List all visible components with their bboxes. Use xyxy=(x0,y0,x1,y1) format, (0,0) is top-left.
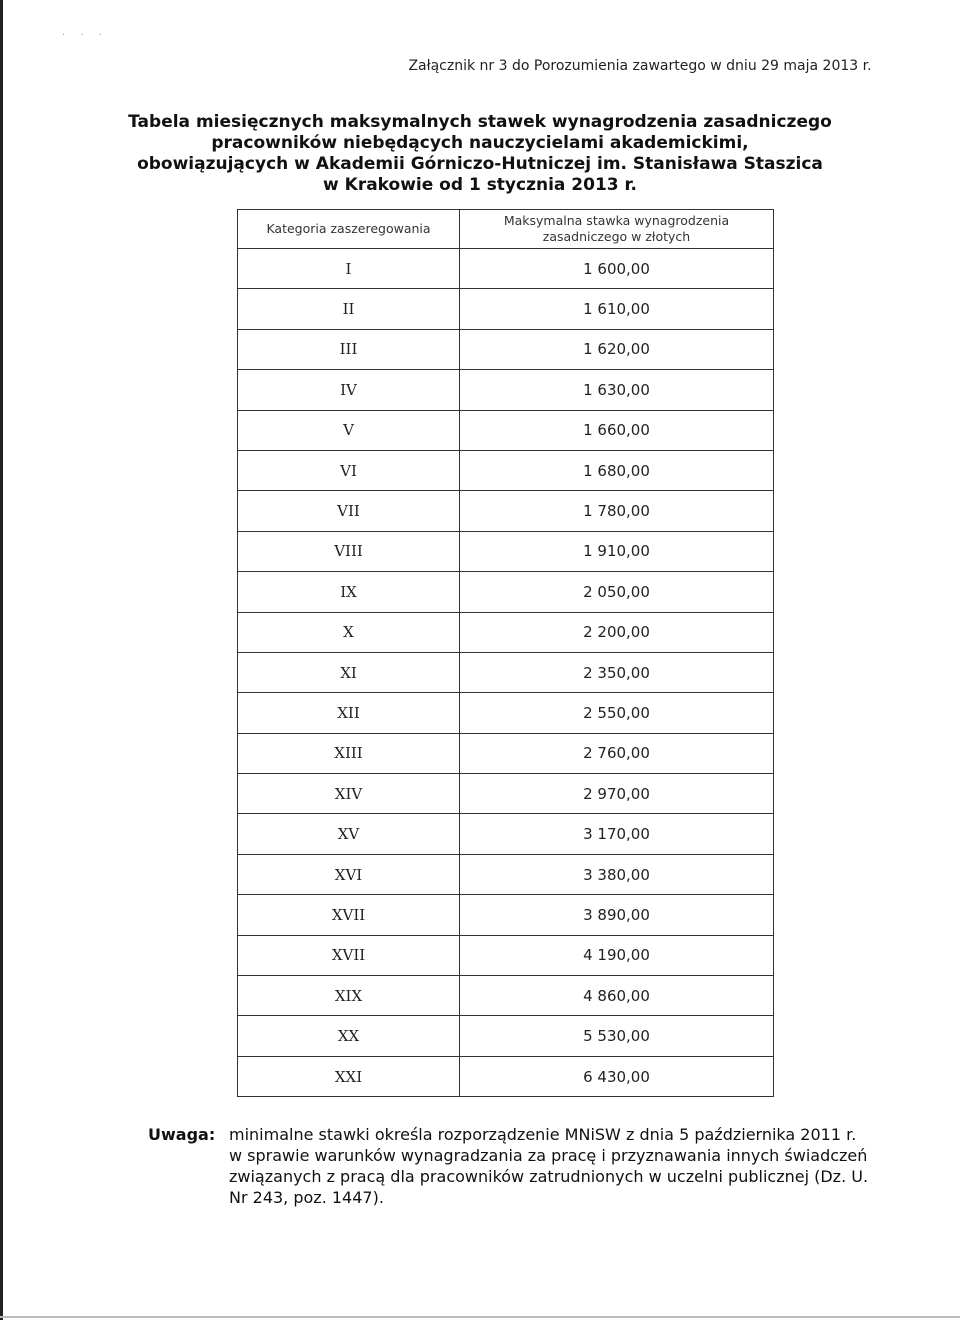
category-cell: X xyxy=(238,612,460,652)
rate-cell: 3 170,00 xyxy=(460,814,774,854)
column-header-rate-line-1: Maksymalna stawka wynagrodzenia xyxy=(503,213,730,228)
category-cell: XV xyxy=(238,814,460,854)
rate-cell: 1 660,00 xyxy=(460,410,774,450)
column-header-rate-line-2: zasadniczego w złotych xyxy=(542,229,691,244)
category-cell: XIV xyxy=(238,774,460,814)
rate-cell: 2 550,00 xyxy=(460,693,774,733)
category-cell: I xyxy=(238,249,460,289)
table-header-row xyxy=(238,210,774,249)
document-title xyxy=(100,112,860,196)
rate-cell: 1 630,00 xyxy=(460,370,774,410)
title-line-2: pracowników niebędących nauczycielami akademickimi, xyxy=(211,133,749,153)
rate-cell: 3 890,00 xyxy=(460,895,774,935)
annex-reference: Załącznik nr 3 do Porozumienia zawartego w dniu 29 maja 2013 r. xyxy=(408,58,872,74)
category-cell: IV xyxy=(238,370,460,410)
note-text: minimalne stawki określa rozporządzenie MNiSW z dnia 5 października 2011 r. w sprawie warunków wynagradzania za pracę i przyznawania innych świadczeń związanych z pracą dla pracowników zatrudnionych w uczelni publicznej (Dz. U. Nr 243, poz. 1447). xyxy=(229,1125,869,1207)
table-row xyxy=(238,612,774,652)
table-row xyxy=(238,491,774,531)
category-cell: II xyxy=(238,289,460,329)
table-row xyxy=(238,370,774,410)
rate-cell: 3 380,00 xyxy=(460,854,774,894)
table-row xyxy=(238,895,774,935)
title-line-1: Tabela miesięcznych maksymalnych stawek wynagrodzenia zasadniczego xyxy=(128,112,832,132)
category-cell: XXI xyxy=(238,1056,460,1096)
rate-cell: 2 200,00 xyxy=(460,612,774,652)
scan-left-edge xyxy=(0,0,3,1320)
table-row xyxy=(238,410,774,450)
rate-cell: 2 760,00 xyxy=(460,733,774,773)
note-label: Uwaga: xyxy=(148,1125,216,1144)
table-body xyxy=(238,249,774,1097)
table-row xyxy=(238,572,774,612)
category-cell: XVII xyxy=(238,895,460,935)
rate-cell: 1 620,00 xyxy=(460,329,774,369)
table-row xyxy=(238,935,774,975)
category-cell: VIII xyxy=(238,531,460,571)
category-cell: IX xyxy=(238,572,460,612)
rate-cell: 1 600,00 xyxy=(460,249,774,289)
rate-cell: 1 910,00 xyxy=(460,531,774,571)
table-row xyxy=(238,1056,774,1096)
table-row xyxy=(238,289,774,329)
table-row xyxy=(238,1016,774,1056)
column-header-category: Kategoria zaszeregowania xyxy=(238,210,460,249)
category-cell: V xyxy=(238,410,460,450)
table-row xyxy=(238,733,774,773)
rate-cell: 6 430,00 xyxy=(460,1056,774,1096)
category-cell: XIX xyxy=(238,976,460,1016)
category-cell: VII xyxy=(238,491,460,531)
category-cell: XI xyxy=(238,652,460,692)
rate-cell: 2 350,00 xyxy=(460,652,774,692)
table-row xyxy=(238,814,774,854)
category-cell: XX xyxy=(238,1016,460,1056)
category-cell: VI xyxy=(238,450,460,490)
scan-noise: · · · xyxy=(62,30,108,41)
rate-cell: 5 530,00 xyxy=(460,1016,774,1056)
category-cell: XVII xyxy=(238,935,460,975)
category-cell: XIII xyxy=(238,733,460,773)
title-line-3: obowiązujących w Akademii Górniczo-Hutniczej im. Stanisława Staszica xyxy=(137,154,823,174)
table-row xyxy=(238,854,774,894)
table-row xyxy=(238,652,774,692)
salary-rates-table xyxy=(237,209,774,1097)
rate-cell: 2 970,00 xyxy=(460,774,774,814)
rate-cell: 4 860,00 xyxy=(460,976,774,1016)
rate-cell: 1 780,00 xyxy=(460,491,774,531)
rate-cell: 2 050,00 xyxy=(460,572,774,612)
rate-cell: 4 190,00 xyxy=(460,935,774,975)
title-line-4: w Krakowie od 1 stycznia 2013 r. xyxy=(323,175,637,195)
table-row xyxy=(238,531,774,571)
category-cell: XII xyxy=(238,693,460,733)
table-row xyxy=(238,693,774,733)
table-row xyxy=(238,774,774,814)
table-row xyxy=(238,329,774,369)
table-row xyxy=(238,976,774,1016)
table-row xyxy=(238,249,774,289)
scan-bottom-edge xyxy=(0,1316,960,1318)
rate-cell: 1 680,00 xyxy=(460,450,774,490)
table-row xyxy=(238,450,774,490)
category-cell: III xyxy=(238,329,460,369)
rate-cell: 1 610,00 xyxy=(460,289,774,329)
category-cell: XVI xyxy=(238,854,460,894)
column-header-rate xyxy=(460,210,774,249)
